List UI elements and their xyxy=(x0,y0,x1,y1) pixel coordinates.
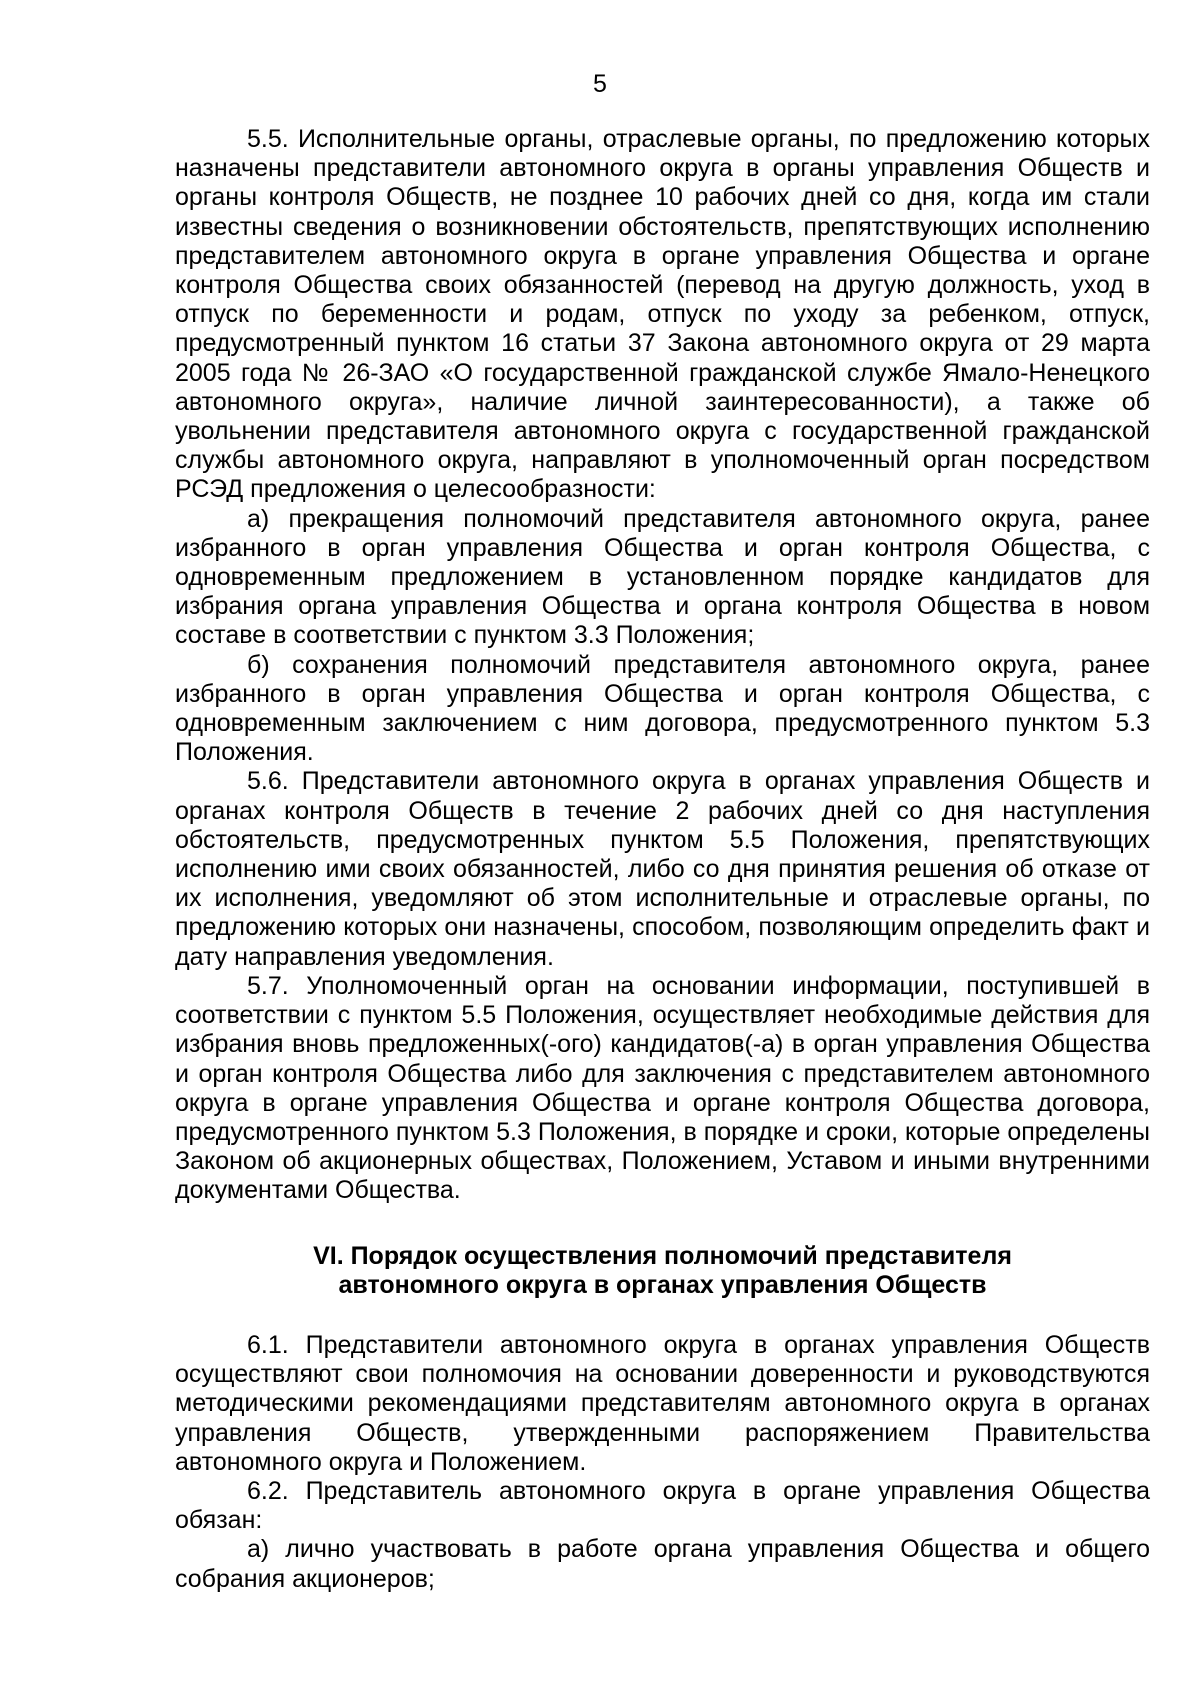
section-heading-line-2: автономного округа в органах управления Обществ xyxy=(338,1270,987,1299)
paragraph-6-2-a: а) лично участвовать в работе органа управления Общества и общего собрания акционеров; xyxy=(175,1535,1150,1593)
section-heading xyxy=(175,1242,1150,1300)
paragraph-5-5-b: б) сохранения полномочий представителя автономного округа, ранее избранного в орган управления Общества и орган контроля Общества, с одновременным заключением с ним договора, предусмотренного пунктом 5.3 Положения. xyxy=(175,650,1150,767)
paragraph-5-6: 5.6. Представители автономного округа в органах управления Обществ и органах контроля Обществ в течение 2 рабочих дней со дня наступления обстоятельств, предусмотренных пунктом 5.5 Положения, препятствующих исполнению ими своих обязанностей, либо со дня принятия решения об отказе от их исполнения, уведомляют об этом исполнительные и отраслевые органы, по предложению которых они назначены, способом, позволяющим определить факт и дату направления уведомления. xyxy=(175,767,1150,971)
section-heading-line-1: VI. Порядок осуществления полномочий представителя xyxy=(313,1241,1012,1270)
paragraph-5-5: 5.5. Исполнительные органы, отраслевые органы, по предложению которых назначены представители автономного округа в органы управления Обществ и органы контроля Обществ, не позднее 10 рабочих дней со дня, когда им стали известны сведения о возникновении обстоятельств, препятствующих исполнению представителем автономного округа в органе управления Общества и органе контроля Общества своих обязанностей (перевод на другую должность, уход в отпуск по беременности и родам, отпуск по уходу за ребенком, отпуск, предусмотренный пунктом 16 статьи 37 Закона автономного округа от 29 марта 2005 года № 26-ЗАО «О государственной гражданской службе Ямало-Ненецкого автономного округа», наличие личной заинтересованности), а также об увольнении представителя автономного округа с государственной гражданской службы автономного округа, направляют в уполномоченный орган посредством РСЭД предложения о целесообразности: xyxy=(175,125,1150,504)
paragraph-5-5-a: а) прекращения полномочий представителя автономного округа, ранее избранного в орган управления Общества и орган контроля Общества, с одновременным предложением в установленном порядке кандидатов для избрания органа управления Общества и органа контроля Общества в новом составе в соответствии с пунктом 3.3 Положения; xyxy=(175,504,1150,650)
paragraph-6-2: 6.2. Представитель автономного округа в органе управления Общества обязан: xyxy=(175,1476,1150,1535)
paragraph-6-1: 6.1. Представители автономного округа в органах управления Обществ осуществляют свои полномочия на основании доверенности и руководствуются методическими рекомендациями представителям автономного округа в органах управления Обществ, утвержденными распоряжением Правительства автономного округа и Положением. xyxy=(175,1330,1150,1476)
paragraph-5-7: 5.7. Уполномоченный орган на основании информации, поступившей в соответствии с пунктом 5.5 Положения, осуществляет необходимые действия для избрания вновь предложенных(-ого) кандидатов(-а) в орган управления Общества и орган контроля Общества либо для заключения с представителем автономного округа в органе управления Общества и органе контроля Общества договора, предусмотренного пунктом 5.3 Положения, в порядке и сроки, которые определены Законом об акционерных обществах, Положением, Уставом и иными внутренними документами Общества. xyxy=(175,971,1150,1205)
document-body xyxy=(175,125,1150,1594)
page-number: 5 xyxy=(593,70,607,98)
